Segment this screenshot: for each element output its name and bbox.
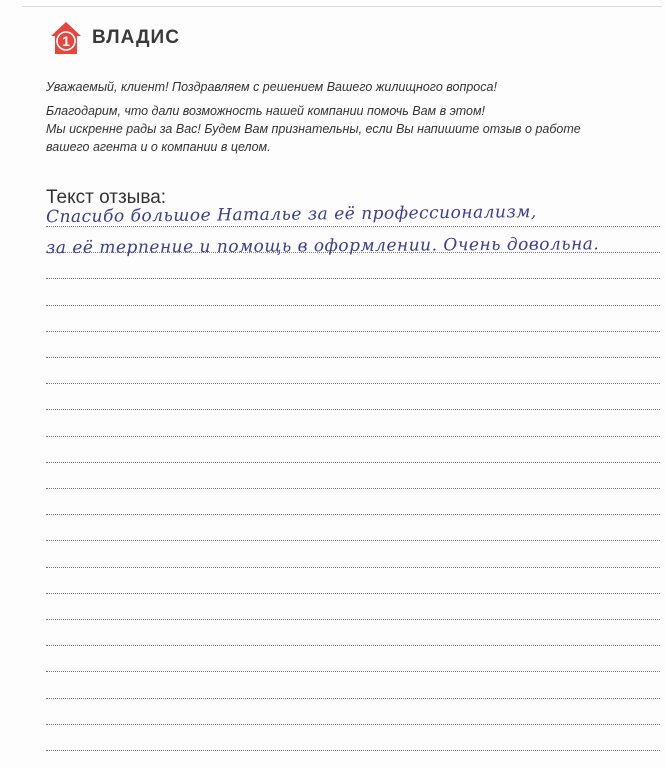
review-writing-lines [46,0,660,768]
writing-line [46,409,660,410]
writing-line [46,671,660,672]
intro-line-2: Мы искренне рады за Вас! Будем Вам признательны, если Вы напишите отзыв о работе [46,122,581,136]
writing-line [46,278,660,279]
review-title: Текст отзыва: [46,187,167,208]
brand-name: ВЛАДИС [92,27,180,48]
handwritten-line-2: за её терпение и помощь в оформлении. Очень довольна. [45,234,600,259]
intro-line-3: вашего агента и о компании в целом. [46,140,271,154]
writing-line [46,357,660,358]
writing-line [46,724,660,725]
greeting-text: Уважаемый, клиент! Поздравляем с решением Вашего жилищного вопроса! [46,80,497,94]
writing-line [46,750,660,751]
writing-line [46,305,660,306]
writing-line [46,514,660,515]
writing-line [46,698,660,699]
writing-line [46,331,660,332]
writing-line [46,462,660,463]
writing-line [46,567,660,568]
handwritten-line-1: Спасибо большое Наталье за её профессионализм, [45,202,537,228]
writing-line [46,593,660,594]
writing-line [46,619,660,620]
writing-line [46,645,660,646]
logo-digit: 1 [62,33,70,49]
intro-line-1: Благодарим, что дали возможность нашей компании помочь Вам в этом! [46,104,486,118]
writing-line [46,383,660,384]
writing-line [46,488,660,489]
writing-line [46,436,660,437]
writing-line [46,540,660,541]
